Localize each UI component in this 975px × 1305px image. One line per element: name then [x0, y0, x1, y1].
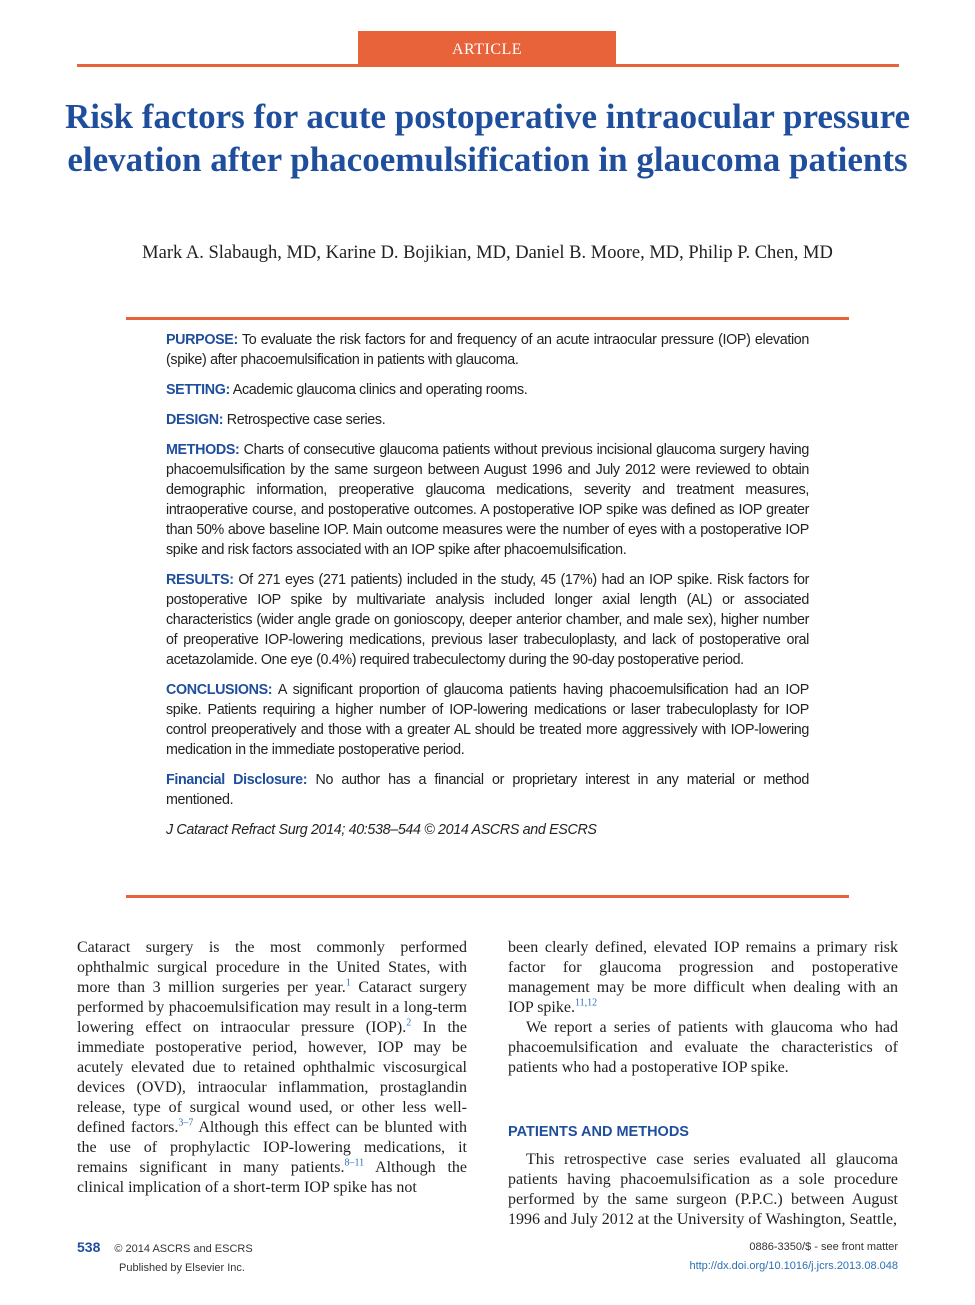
intro-continued: [508, 938, 898, 1018]
abstract-design: [166, 410, 809, 430]
journal-citation: J Cataract Refract Surg 2014; 40:538–544 © 2014 ASCRS and ESCRS: [166, 822, 597, 838]
abstract-disclosure: [166, 770, 809, 810]
reference-link[interactable]: 11,12: [574, 997, 598, 1009]
purpose-label: PURPOSE:: [166, 332, 238, 348]
body-column-right: [508, 938, 898, 1230]
article-title: Risk factors for acute postoperative intraocular pressure elevation after phacoemulsification in glaucoma patients: [64, 97, 911, 179]
reference-link[interactable]: 2: [406, 1017, 412, 1029]
header-rule: [77, 64, 899, 67]
setting-text: Academic glaucoma clinics and operating rooms.: [232, 382, 528, 398]
abstract-purpose: [166, 330, 809, 370]
abstract-conclusions: [166, 680, 809, 760]
design-text: Retrospective case series.: [226, 412, 386, 428]
author-list: Mark A. Slabaugh, MD, Karine D. Bojikian, MD, Daniel B. Moore, MD, Philip P. Chen, MD: [142, 243, 833, 263]
intro-text-2: Cataract surgery performed by phacoemulsification may result in a long-term lowering effect on intraocular pressure (IOP).: [77, 979, 467, 1036]
footer-left: [77, 1238, 253, 1278]
abstract-methods: [166, 440, 809, 560]
intro-paragraph-2: We report a series of patients with glaucoma who had phacoemulsification and evaluate the characteristics of patients who had a postoperative IOP spike.: [508, 1019, 898, 1076]
footer-publisher: Published by Elsevier Inc.: [119, 1262, 245, 1274]
footer-right: [689, 1238, 898, 1276]
results-text: Of 271 eyes (271 patients) included in the study, 45 (17%) had an IOP spike. Risk factors for postoperative IOP spike by multivariate analysis included longer axial length (AL) or associated characteristics (wider angle grade on gonioscopy, deeper anterior chamber, and male sex), higher number of preoperative IOP-lowering medications, previous laser trabeculoplasty, and lack of postoperative oral acetazolamide. One eye (0.4%) required trabeculectomy during the 90-day postoperative period.: [166, 572, 809, 668]
design-label: DESIGN:: [166, 412, 224, 428]
abstract-setting: [166, 380, 809, 400]
methods-text: Charts of consecutive glaucoma patients without previous incisional glaucoma surgery having phacoemulsification by the same surgeon between August 1996 and July 2012 were reviewed to obtain demographic information, preoperative glaucoma medications, severity and treatment measures, intraoperative course, and postoperative outcomes. A postoperative IOP spike was defined as IOP greater than 50% above baseline IOP. Main outcome measures were the number of eyes with a postoperative IOP spike and risk factors associated with an IOP spike after phacoemulsification.: [166, 442, 810, 558]
methods-paragraph: This retrospective case series evaluated all glaucoma patients having phacoemulsification as a sole procedure performed by the same surgeon (P.P.C.) between August 1996 and July 2012 at the University of Washington, Seattle,: [508, 1151, 898, 1228]
reference-link[interactable]: 3–7: [178, 1117, 194, 1129]
abstract-bottom-rule: [126, 895, 849, 898]
disclosure-label: Financial Disclosure:: [166, 772, 308, 788]
footer-copyright: © 2014 ASCRS and ESCRS: [114, 1243, 253, 1255]
intro-text-3: In the immediate postoperative period, however, IOP may be acutely elevated due to retained ophthalmic viscosurgical devices (OVD), intraocular inflammation, prostaglandin release, type of surgical wound used, or other less well-defined factors.: [77, 1019, 468, 1136]
conclusions-label: CONCLUSIONS:: [166, 682, 273, 698]
intro-paragraph: [77, 938, 467, 1198]
reference-link[interactable]: 1: [345, 977, 351, 989]
footer-issn: 0886-3350/$ - see front matter: [749, 1241, 898, 1253]
methods-label: METHODS:: [166, 442, 240, 458]
setting-label: SETTING:: [166, 382, 230, 398]
intro-text-5: Although the clinical implication of a short-term IOP spike has not: [77, 1159, 467, 1196]
abstract-results: [166, 570, 809, 670]
article-type-tag: ARTICLE: [358, 31, 616, 66]
intro-text-4: Although this effect can be blunted with the use of prophylactic IOP-lowering medications, it remains significant in many patients.: [77, 1119, 467, 1176]
intro-text-1: Cataract surgery is the most commonly performed ophthalmic surgical procedure in the United States, with more than 3 million surgeries per year.: [77, 939, 467, 996]
reference-link[interactable]: 8–11: [344, 1157, 365, 1169]
page-number: 538: [77, 1239, 101, 1255]
doi-link[interactable]: http://dx.doi.org/10.1016/j.jcrs.2013.08.048: [689, 1260, 898, 1272]
body-column-left: [77, 938, 467, 1198]
intro-cont-text: been clearly defined, elevated IOP remains a primary risk factor for glaucoma progression and postoperative management may be more difficult when dealing with an IOP spike.: [508, 939, 898, 1016]
results-label: RESULTS:: [166, 572, 234, 588]
section-heading: PATIENTS AND METHODS: [508, 1124, 689, 1140]
abstract-top-rule: [126, 317, 849, 320]
abstract: [166, 330, 809, 850]
conclusions-text: A significant proportion of glaucoma patients having phacoemulsification had an IOP spike. Patients requiring a higher number of IOP-lowering medications or laser trabeculoplasty for IOP control preoperatively and those with a greater AL should be treated more aggressively with IOP-lowering medication in the immediate postoperative period.: [166, 682, 809, 758]
purpose-text: To evaluate the risk factors for and frequency of an acute intraocular pressure (IOP) elevation (spike) after phacoemulsification in patients with glaucoma.: [166, 332, 809, 368]
disclosure-text: No author has a financial or proprietary interest in any material or method mentioned.: [166, 772, 809, 808]
